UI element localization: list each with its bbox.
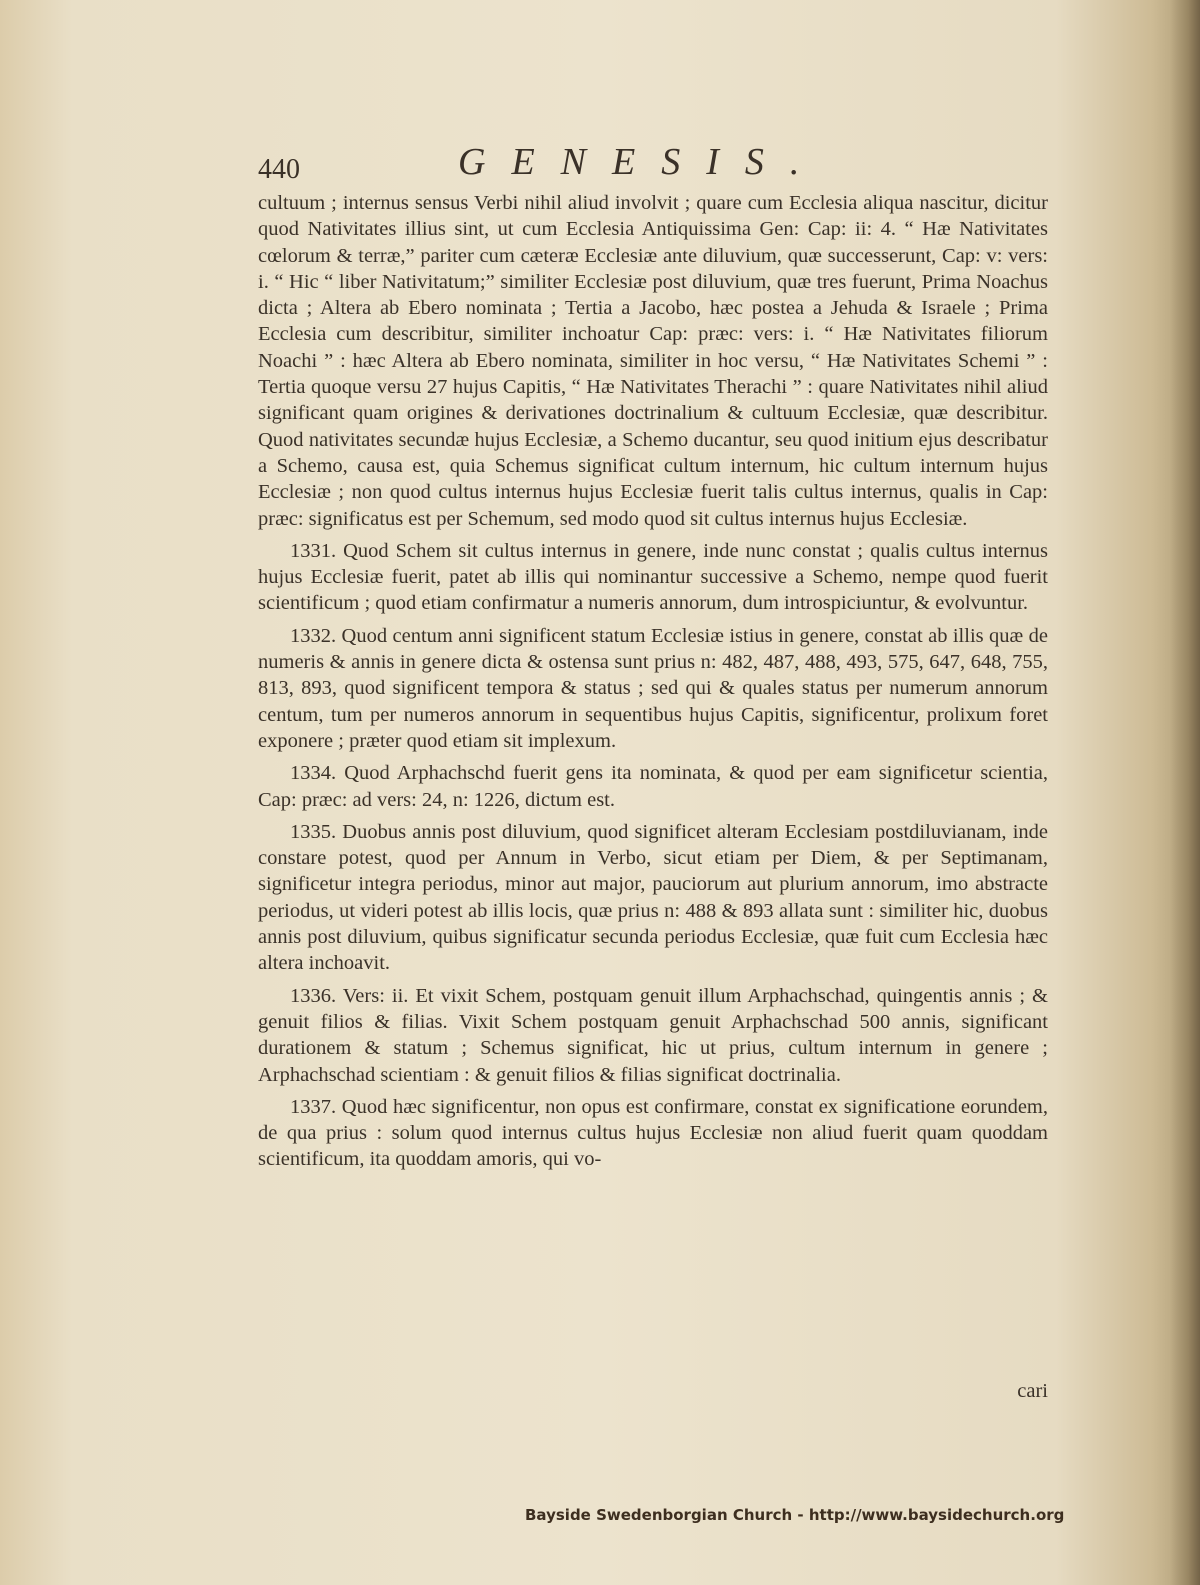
paragraph-1334: 1334. Quod Arphachschd fuerit gens ita nominata, & quod per eam significetur scientia, Cap: præc: ad vers: 24, n: 1226, dictum est. bbox=[258, 762, 1048, 811]
paragraph-1332: 1332. Quod centum anni significent statum Ecclesiæ istius in genere, constat ab illis quæ de numeris & annis in genere dicta & ostensa sunt prius n: 482, 487, 488, 493, 575, 647, 648, 755, 813, 893, quod significent tempora & status ; sed qui & quales status per numerum annorum centum, tum per numeros annorum in sequentibus hujus Capitis, significentur, prolixum foret exponere ; præter quod etiam sit implexum. bbox=[258, 624, 1048, 752]
paragraph-1336: 1336. Vers: ii. Et vixit Schem, postquam genuit illum Arphachschad, quingentis annis ; & genuit filios & filias. Vixit Schem postquam genuit Arphachschad 500 annis, significant durationem & statum ; Schemus significat, hic ut prius, cultum internum in genere ; Arphachschad scientiam : & genuit filios & filias significat doctrinalia. bbox=[258, 984, 1048, 1086]
body-text bbox=[258, 190, 1048, 1179]
paragraph-continuation: cultuum ; internus sensus Verbi nihil aliud involvit ; quare cum Ecclesia aliqua nascitur, dicitur quod Nativitates illius sint, ut cum Ecclesia Antiquissima Gen: Cap: ii: 4. “ Hæ Nativitates cœlorum & terræ,” pariter cum cæteræ Ecclesiæ ante diluvium, quæ successerunt, Cap: v: vers: i. “ Hic “ liber Nativitatum;” similiter Ecclesiæ post diluvium, quæ tres fuerunt, Prima Noachus dicta ; Altera ab Ebero nominata ; Tertia a Jacobo, hæc postea a Jehuda & Israele ; Prima Ecclesia cum describitur, similiter inchoatur Cap: præc: vers: i. “ Hæ Nativitates filiorum Noachi ” : hæc Altera ab Ebero nominata, similiter in hoc versu, “ Hæ Nativitates Schemi ” : Tertia quoque versu 27 hujus Capitis, “ Hæ Nativitates Therachi ” : quare Nativitates nihil aliud significant quam origines & derivationes doctrinalium & cultuum Ecclesiæ, quæ describitur. Quod nativitates secundæ hujus Ecclesiæ, a Schemo ducantur, seu quod initium ejus describatur a Schemo, causa est, quia Schemus significat cultum internum, hic cultum internum hujus Ecclesiæ ; non quod cultus internus hujus Ecclesiæ fuerit talis cultus internus, qualis in Cap: præc: significatus est per Schemum, sed modo quod sit cultus internus hujus Ecclesiæ. bbox=[258, 192, 1048, 530]
page-header bbox=[258, 140, 1048, 190]
paragraph-1331: 1331. Quod Schem sit cultus internus in genere, inde nunc constat ; qualis cultus internus hujus Ecclesiæ fuerit, patet ab illis qui nominantur successive a Schemo, nempe quod fuerit scientificum ; quod etiam confirmatur a numeris annorum, dum introspiciuntur, & evolvuntur. bbox=[258, 539, 1048, 615]
page-number: 440 bbox=[258, 154, 300, 185]
footer-credit: Bayside Swedenborgian Church - http://www.baysidechurch.org bbox=[525, 1506, 1065, 1524]
running-title: GENESIS. bbox=[458, 141, 826, 183]
paragraph-1335: 1335. Duobus annis post diluvium, quod significet alteram Ecclesiam postdiluvianam, inde constare potest, quod per Annum in Verbo, sicut etiam per Diem, & per Septimanam, significetur integra periodus, minor aut major, pauciorum aut plurium annorum, imo abstracte periodus, ut videri potest ab illis locis, quæ prius n: 488 & 893 allata sunt : similiter hic, duobus annis post diluvium, quibus significatur secunda periodus Ecclesiæ, quæ fuit cum Ecclesia hæc altera inchoavit. bbox=[258, 820, 1048, 975]
catchword: cari bbox=[1017, 1380, 1048, 1402]
paragraph-1337: 1337. Quod hæc significentur, non opus est confirmare, constat ex significatione eorundem, de qua prius : solum quod internus cultus hujus Ecclesiæ non aliud fuerit quam quoddam scientificum, ita quoddam amoris, qui vo- bbox=[258, 1095, 1048, 1171]
page-gutter-shadow bbox=[1170, 0, 1200, 1585]
